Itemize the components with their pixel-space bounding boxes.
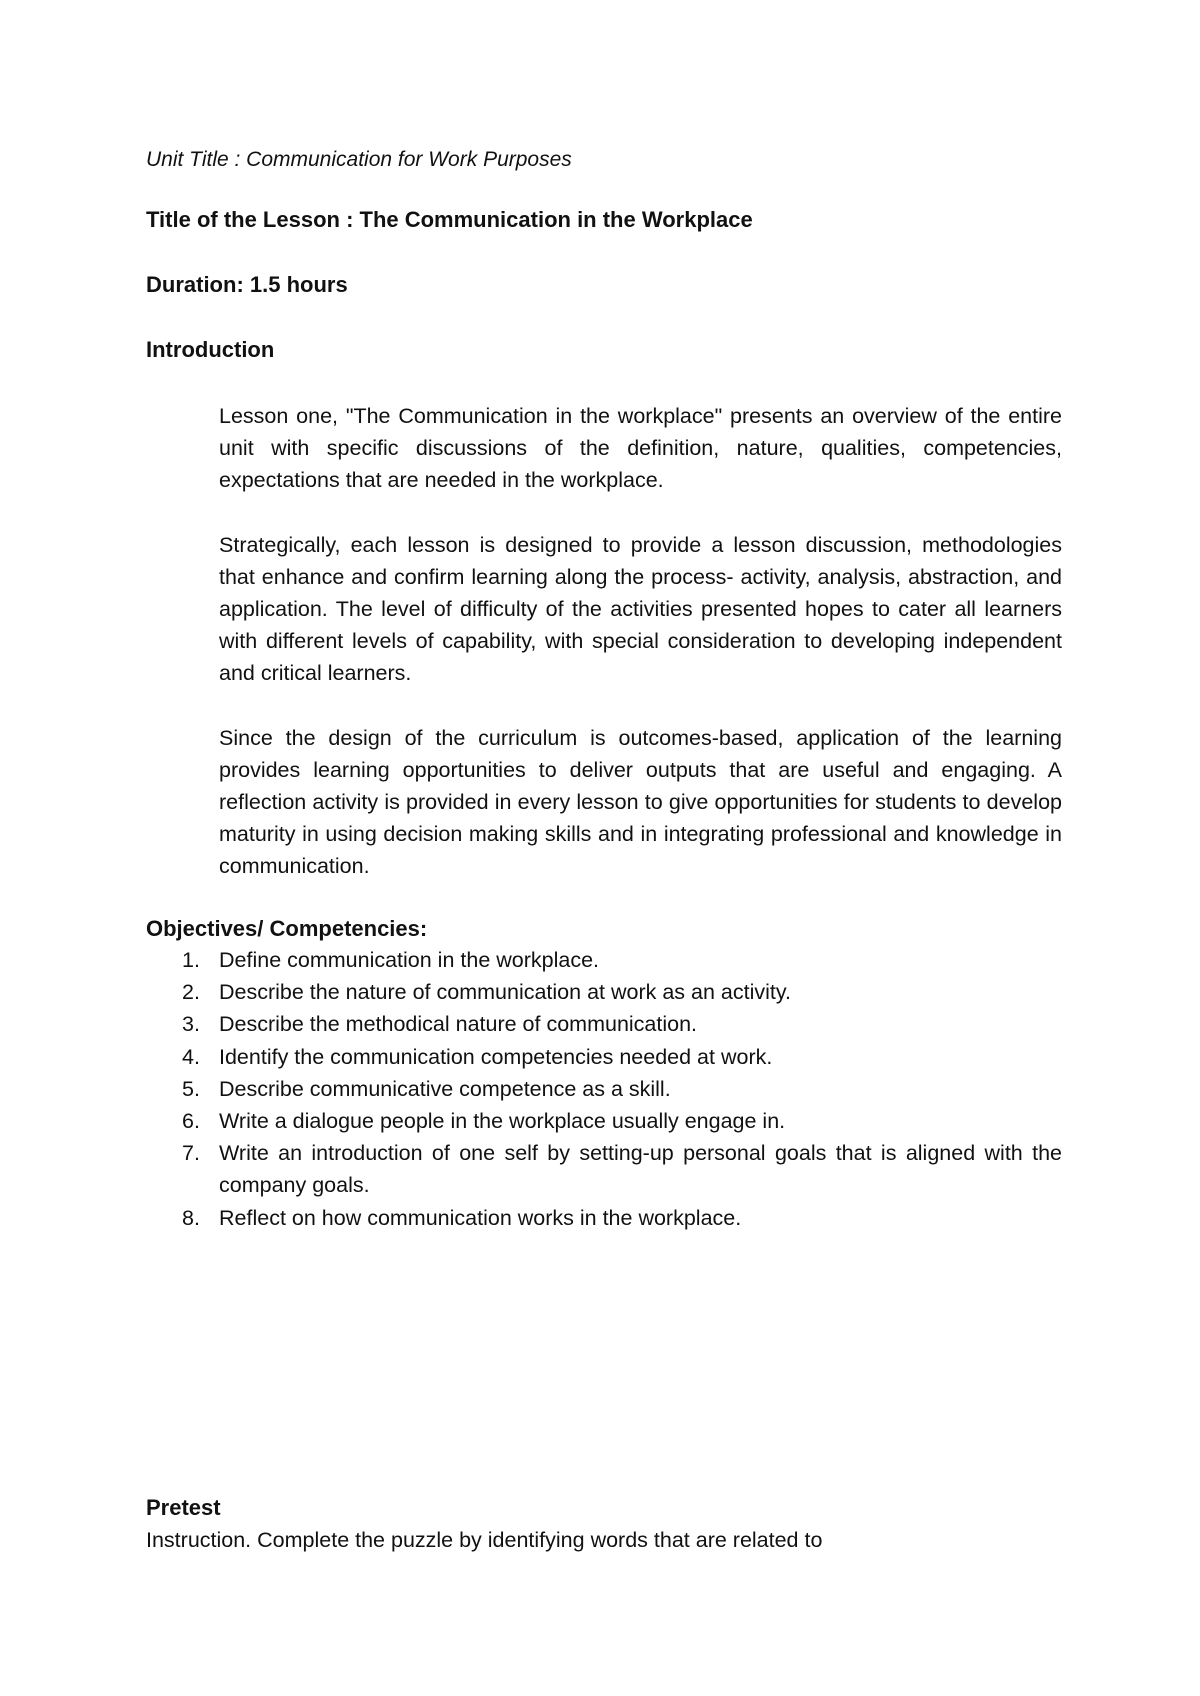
pretest-heading: Pretest <box>146 1495 221 1520</box>
list-item <box>146 1105 1062 1137</box>
list-item-number: 1. <box>182 948 200 972</box>
list-item <box>146 944 1062 976</box>
list-item-text: Write an introduction of one self by setting-up personal goals that is aligned with the company goals. <box>219 1141 1062 1198</box>
introduction-body <box>219 400 1062 915</box>
pretest-instruction: Instruction. Complete the puzzle by identifying words that are related to <box>146 1528 823 1552</box>
list-item-text: Describe the nature of communication at work as an activity. <box>219 980 791 1005</box>
objectives-heading: Objectives/ Competencies: <box>146 916 428 941</box>
list-item-text: Write a dialogue people in the workplace usually engage in. <box>219 1109 786 1134</box>
list-item-number: 5. <box>182 1076 200 1101</box>
list-item-text: Define communication in the workplace. <box>219 948 600 972</box>
list-item-number: 7. <box>182 1141 200 1166</box>
list-item <box>146 1073 1062 1105</box>
list-item-text: Reflect on how communication works in the workplace. <box>219 1205 742 1230</box>
lesson-title: Title of the Lesson : The Communication in the Workplace <box>146 207 753 232</box>
list-item-number: 4. <box>182 1044 200 1069</box>
list-item <box>146 1202 1062 1234</box>
list-item <box>146 1137 1062 1201</box>
introduction-heading: Introduction <box>146 337 275 362</box>
list-item-text: Identify the communication competencies needed at work. <box>219 1044 773 1069</box>
list-item-number: 2. <box>182 980 200 1005</box>
list-item-number: 6. <box>182 1109 200 1134</box>
introduction-paragraph: Lesson one, "The Communication in the workplace" presents an overview of the entire unit with specific discussions of the definition, nature, qualities, competencies, expectations that are needed in the workplace. <box>219 404 1062 493</box>
duration: Duration: 1.5 hours <box>146 272 348 297</box>
introduction-paragraph: Since the design of the curriculum is outcomes-based, application of the learning provides learning opportunities to deliver outputs that are useful and engaging. A reflection activity is provided in every lesson to give opportunities for students to develop maturity in using decision making skills and in integrating professional and knowledge in communication. <box>219 725 1062 879</box>
introduction-paragraph: Strategically, each lesson is designed to provide a lesson discussion, methodologies that enhance and confirm learning along the process- activity, analysis, abstraction, and application. The level of difficulty of the activities presented hopes to cater all learners with different levels of capability, with special consideration to developing independent and critical learners. <box>219 532 1062 686</box>
list-item-number: 8. <box>182 1205 200 1230</box>
list-item <box>146 1008 1062 1040</box>
objectives-list <box>146 944 1062 1234</box>
list-item-text: Describe communicative competence as a skill. <box>219 1076 671 1101</box>
unit-title: Unit Title : Communication for Work Purposes <box>146 148 572 171</box>
list-item <box>146 976 1062 1008</box>
list-item <box>146 1041 1062 1073</box>
list-item-number: 3. <box>182 1012 200 1037</box>
list-item-text: Describe the methodical nature of communication. <box>219 1012 698 1037</box>
